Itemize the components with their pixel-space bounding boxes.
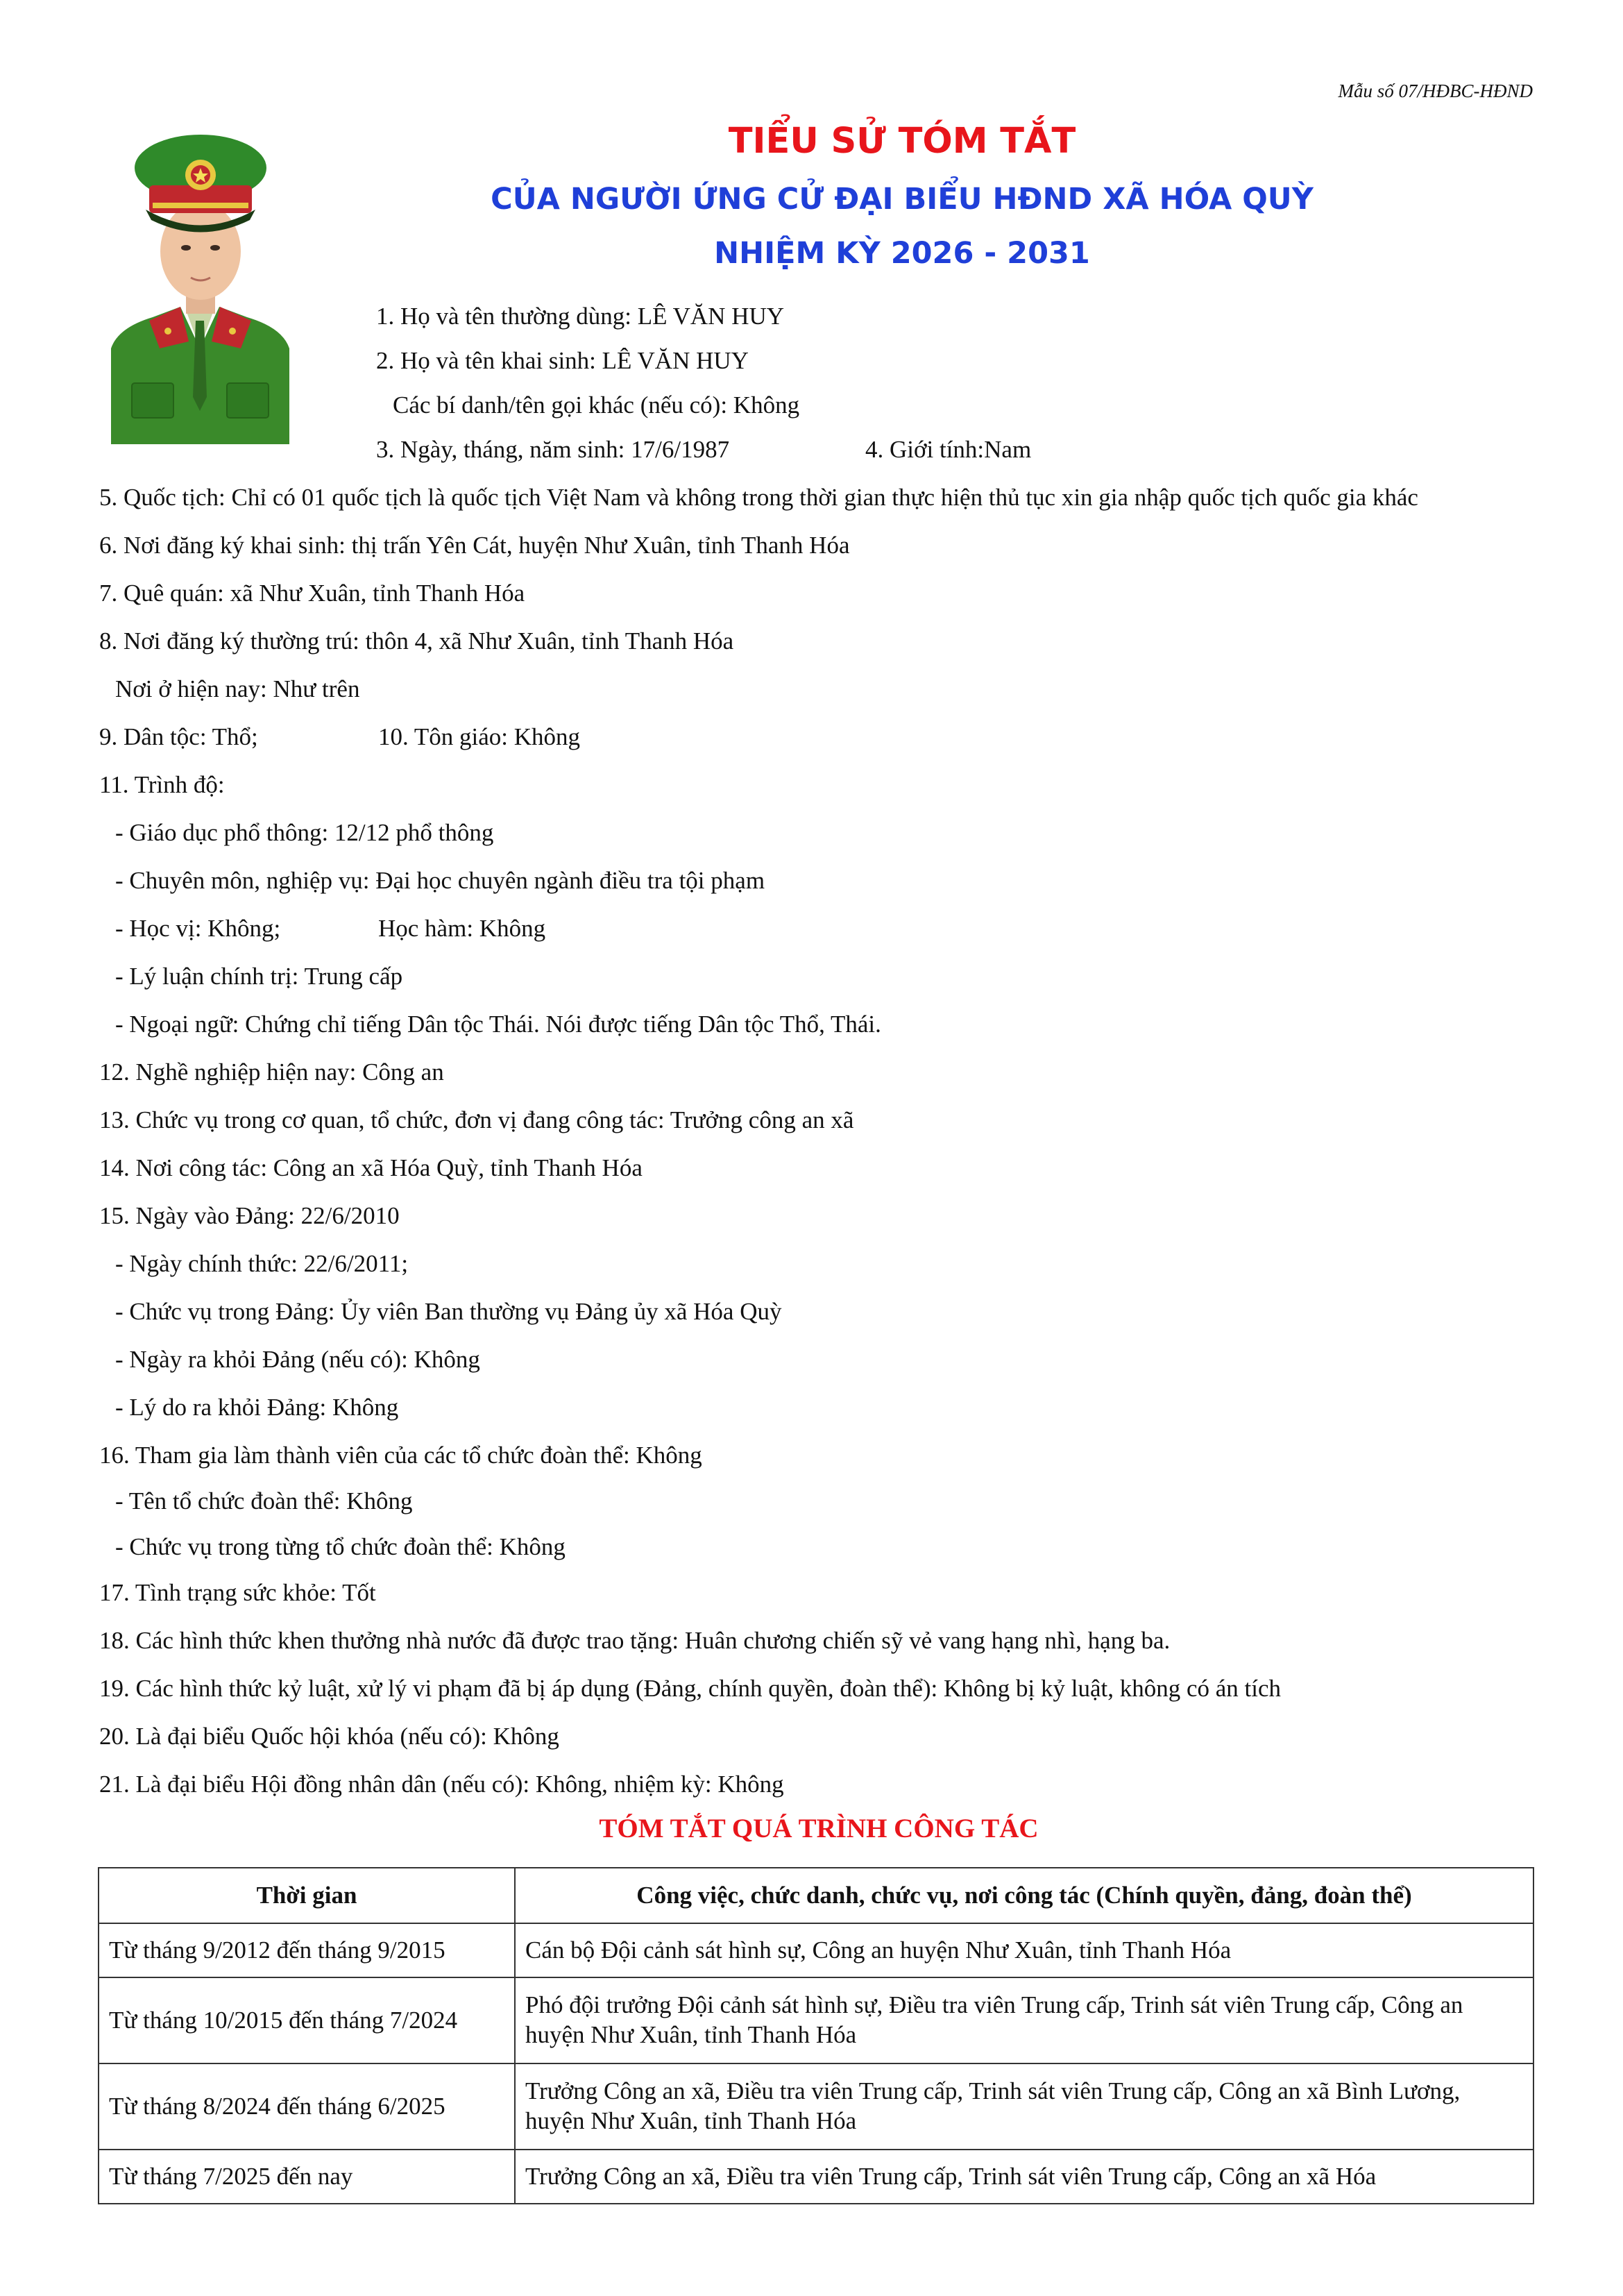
row-position: Trưởng Công an xã, Điều tra viên Trung cấp, Trinh sát viên Trung cấp, Công an xã Hóa: [515, 2150, 1533, 2204]
field-occupation: 12. Nghề nghiệp hiện nay: Công an: [99, 1058, 444, 1086]
field-workplace: 14. Nơi công tác: Công an xã Hóa Quỳ, tỉnh Thanh Hóa: [99, 1154, 643, 1181]
field-education-heading: 11. Trình độ:: [99, 771, 225, 798]
field-political-theory: - Lý luận chính trị: Trung cấp: [115, 963, 403, 990]
field-academic-degree: - Học vị: Không;: [115, 915, 281, 942]
field-organization-name: - Tên tổ chức đoàn thể: Không: [115, 1487, 413, 1514]
field-aliases: Các bí danh/tên gọi khác (nếu có): Không: [393, 391, 800, 419]
field-health: 17. Tình trạng sức khỏe: Tốt: [99, 1579, 376, 1606]
field-nationality: 5. Quốc tịch: Chỉ có 01 quốc tịch là quốc tịch Việt Nam và không trong thời gian thực hiện thủ tục xin gia nhập quốc tịch quốc gia khác: [99, 484, 1418, 511]
table-row: [99, 2063, 1533, 2150]
field-awards: 18. Các hình thức khen thưởng nhà nước đã được trao tặng: Huân chương chiến sỹ vẻ vang hạng nhì, hạng ba.: [99, 1627, 1171, 1654]
table-row: [99, 1977, 1533, 2063]
row-period: Từ tháng 10/2015 đến tháng 7/2024: [99, 1977, 515, 2063]
field-discipline: 19. Các hình thức kỷ luật, xử lý vi phạm đã bị áp dụng (Đảng, chính quyền, đoàn thể): Không bị kỷ luật, không có án tích: [99, 1675, 1282, 1702]
table-row: [99, 2150, 1533, 2204]
row-position: Trưởng Công an xã, Điều tra viên Trung cấp, Trinh sát viên Trung cấp, Công an xã Bình Lương, huyện Như Xuân, tỉnh Thanh Hóa: [515, 2063, 1533, 2150]
work-history-table: [98, 1867, 1534, 2204]
field-party-leave-date: - Ngày ra khỏi Đảng (nếu có): Không: [115, 1346, 480, 1373]
table-header-row: [99, 1868, 1533, 1923]
field-party-join-date: 15. Ngày vào Đảng: 22/6/2010: [99, 1202, 400, 1229]
title-term: NHIỆM KỲ 2026 - 2031: [714, 236, 1090, 271]
row-position: Phó đội trưởng Đội cảnh sát hình sự, Điều tra viên Trung cấp, Trinh sát viên Trung cấp, Công an huyện Như Xuân, tỉnh Thanh Hóa: [515, 1977, 1533, 2063]
field-organization-position: - Chức vụ trong từng tổ chức đoàn thể: Không: [115, 1533, 566, 1560]
field-birth-name: 2. Họ và tên khai sinh: LÊ VĂN HUY: [376, 347, 749, 374]
table-row: [99, 1923, 1533, 1977]
field-permanent-residence: 8. Nơi đăng ký thường trú: thôn 4, xã Như Xuân, tỉnh Thanh Hóa: [99, 627, 734, 655]
field-position: 13. Chức vụ trong cơ quan, tổ chức, đơn vị đang công tác: Trưởng công an xã: [99, 1106, 854, 1133]
work-history-title: TÓM TẮT QUÁ TRÌNH CÔNG TÁC: [599, 1814, 1039, 1843]
field-party-position: - Chức vụ trong Đảng: Ủy viên Ban thường vụ Đảng ủy xã Hóa Quỳ: [115, 1298, 782, 1325]
field-party-official-date: - Ngày chính thức: 22/6/2011;: [115, 1250, 409, 1277]
field-academic-title: Học hàm: Không: [378, 915, 546, 942]
field-national-assembly: 20. Là đại biểu Quốc hội khóa (nếu có): Không: [99, 1723, 559, 1750]
field-party-leave-reason: - Lý do ra khỏi Đảng: Không: [115, 1394, 399, 1421]
portrait-photo: [111, 119, 289, 444]
row-period: Từ tháng 8/2024 đến tháng 6/2025: [99, 2063, 515, 2150]
field-common-name: 1. Họ và tên thường dùng: LÊ VĂN HUY: [376, 303, 785, 330]
field-gender: 4. Giới tính:Nam: [865, 436, 1032, 463]
title-main: TIỂU SỬ TÓM TẮT: [728, 121, 1076, 162]
field-birth-date: 3. Ngày, tháng, năm sinh: 17/6/1987: [376, 436, 730, 463]
field-ethnicity: 9. Dân tộc: Thổ;: [99, 723, 258, 750]
header-position: Công việc, chức danh, chức vụ, nơi công tác (Chính quyền, đảng, đoàn thể): [515, 1868, 1533, 1923]
field-specialization: - Chuyên môn, nghiệp vụ: Đại học chuyên ngành điều tra tội phạm: [115, 867, 765, 894]
title-subtitle: CỦA NGƯỜI ỨNG CỬ ĐẠI BIỂU HĐND XÃ HÓA QUỲ: [491, 182, 1314, 217]
field-birth-registration: 6. Nơi đăng ký khai sinh: thị trấn Yên Cát, huyện Như Xuân, tỉnh Thanh Hóa: [99, 532, 850, 559]
header-period: Thời gian: [99, 1868, 515, 1923]
field-foreign-language: - Ngoại ngữ: Chứng chỉ tiếng Dân tộc Thái. Nói được tiếng Dân tộc Thổ, Thái.: [115, 1011, 881, 1038]
field-organizations: 16. Tham gia làm thành viên của các tổ chức đoàn thể: Không: [99, 1442, 702, 1469]
field-current-residence: Nơi ở hiện nay: Như trên: [115, 675, 360, 702]
field-peoples-council: 21. Là đại biểu Hội đồng nhân dân (nếu có): Không, nhiệm kỳ: Không: [99, 1771, 784, 1798]
row-period: Từ tháng 9/2012 đến tháng 9/2015: [99, 1923, 515, 1977]
row-period: Từ tháng 7/2025 đến nay: [99, 2150, 515, 2204]
field-religion: 10. Tôn giáo: Không: [378, 723, 581, 750]
row-position: Cán bộ Đội cảnh sát hình sự, Công an huyện Như Xuân, tỉnh Thanh Hóa: [515, 1923, 1533, 1977]
form-code: Mẫu số 07/HĐBC-HĐND: [1338, 81, 1533, 101]
field-general-education: - Giáo dục phổ thông: 12/12 phổ thông: [115, 819, 494, 846]
field-hometown: 7. Quê quán: xã Như Xuân, tỉnh Thanh Hóa: [99, 580, 525, 607]
